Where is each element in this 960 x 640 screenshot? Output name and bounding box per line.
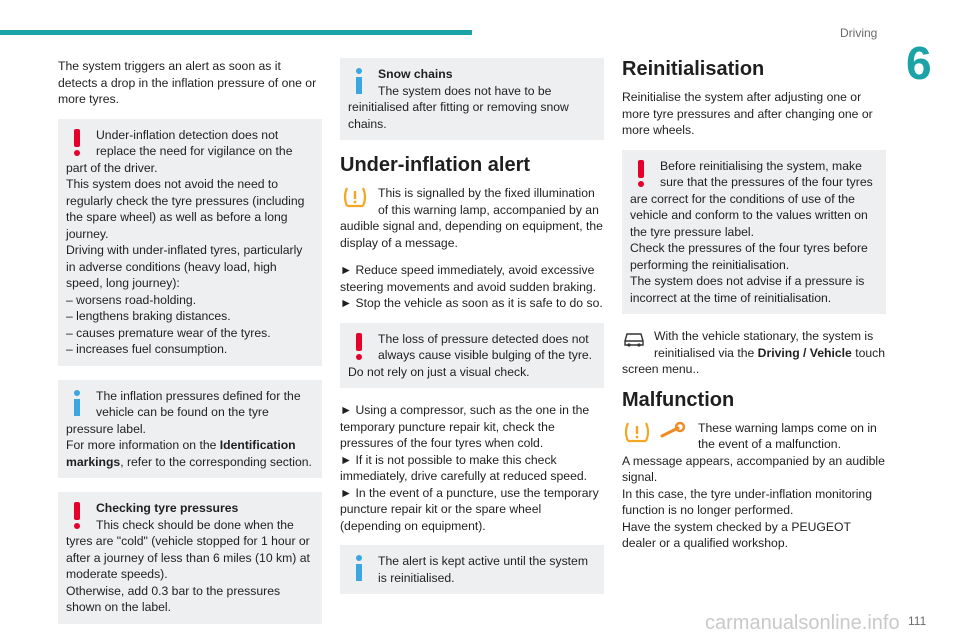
warning-line: This check should be done when the tyres are "cold" (vehicle stopped for 1 hour or after a journey of less than 6 miles (10 km) at moderate speeds). <box>66 517 310 581</box>
info-line: The system does not have to be reinitialised after fitting or removing snow chains. <box>348 83 569 131</box>
exclamation-icon <box>630 158 652 188</box>
menu-path: Driving / Vehicle <box>757 345 852 360</box>
warning-title: Checking tyre pressures <box>96 501 239 515</box>
info-box-snow-chains <box>340 58 604 140</box>
warning-box-reinitialisation <box>622 150 886 315</box>
warning-box-checking-pressures <box>58 492 322 624</box>
info-line: The alert is kept active until the system is reinitialised. <box>378 554 588 585</box>
car-icon <box>622 328 646 348</box>
column-1 <box>58 58 322 638</box>
column-3 <box>622 58 886 563</box>
instruction-step: ► Using a compressor, such as the one in the temporary puncture repair kit, check the pressures of the four tyres when cold. <box>340 403 590 450</box>
instruction-step: ► If it is not possible to make this check immediately, drive carefully at reduced speed. <box>340 452 588 483</box>
reinit-paragraph: Reinitialise the system after adjusting one or more tyre pressures and after changing one or more wheels. <box>622 90 873 137</box>
header-accent-bar <box>0 30 472 35</box>
warning-line: Otherwise, add 0.3 bar to the pressures shown on the label. <box>66 583 281 614</box>
column-2 <box>340 58 604 608</box>
instruction-step: ► Reduce speed immediately, avoid excessive steering movements and avoid sudden braking. <box>340 263 597 294</box>
warning-line: The system does not advise if a pressure is incorrect at the time of reinitialisation. <box>630 274 865 305</box>
section-heading: Reinitialisation <box>622 58 765 80</box>
malfunction-lamps <box>622 420 690 444</box>
warning-line: The loss of pressure detected does not always cause visible bulging of the tyre. <box>378 331 593 362</box>
warning-list-item: – increases fuel consumption. <box>66 342 228 356</box>
info-icon <box>348 553 370 583</box>
malfunction-text: A message appears, accompanied by an audible signal. <box>622 453 885 484</box>
warning-line: Do not rely on just a visual check. <box>348 364 530 379</box>
warning-list-item: – causes premature wear of the tyres. <box>66 325 271 340</box>
exclamation-icon <box>66 500 88 530</box>
warning-line: This system does not avoid the need to regularly check the tyre pressures (including the spare wheel) as well as before a long journey. <box>66 177 305 241</box>
info-icon <box>66 388 88 418</box>
exclamation-icon <box>348 331 370 361</box>
reinit-menu-paragraph: With the vehicle stationary, the system is reinitialised via the Driving / Vehicle touch screen menu.. <box>622 329 886 376</box>
tyre-warning-lamp-icon <box>340 185 370 209</box>
section-title: Driving <box>840 26 878 40</box>
info-title: Snow chains <box>378 67 453 81</box>
instruction-step: ► Stop the vehicle as soon as it is safe to do so. <box>340 296 603 310</box>
section-heading: Malfunction <box>622 388 735 411</box>
warning-line: Check the pressures of the four tyres before performing the reinitialisation. <box>630 241 868 272</box>
malfunction-text: In this case, the tyre under-inflation monitoring function is no longer performed. <box>622 486 872 517</box>
warning-line: Before reinitialising the system, make sure that the pressures of the four tyres are correct for the conditions of use of the vehicle and conform to the values written on the tyre pressure label. <box>630 158 873 239</box>
exclamation-icon <box>66 127 88 157</box>
section-heading: Under-inflation alert <box>340 154 531 176</box>
page-number: 111 <box>908 614 927 628</box>
intro-paragraph: The system triggers an alert as soon as it detects a drop in the inflation pressure of one or more tyres. <box>58 59 317 106</box>
watermark: carmanualsonline.info <box>705 612 900 634</box>
warning-line: Under-inflation detection does not replace the need for vigilance on the part of the driver. <box>66 127 293 175</box>
info-icon <box>348 66 370 96</box>
info-line: For more information on the Identification markings, refer to the corresponding section. <box>66 438 312 469</box>
cross-reference: Identification markings <box>66 438 296 469</box>
warning-line: Driving with under-inflated tyres, particularly in adverse conditions (heavy load, high speed, long journey): <box>66 243 303 290</box>
warning-list-item: – lengthens braking distances. <box>66 309 231 323</box>
info-box-alert-active <box>340 545 604 594</box>
malfunction-paragraph: These warning lamps come on in the event of a malfunction. <box>622 420 886 453</box>
warning-box-vigilance <box>58 119 322 366</box>
info-line: The inflation pressures defined for the vehicle can be found on the tyre pressure label. <box>66 388 301 436</box>
warning-list-item: – worsens road-holding. <box>66 292 197 307</box>
chapter-number: 6 <box>906 37 932 89</box>
malfunction-text: Have the system checked by a PEUGEOT dealer or a qualified workshop. <box>622 519 851 550</box>
warning-box-visual-check <box>340 323 604 389</box>
info-box-pressure-label <box>58 380 322 479</box>
alert-paragraph: This is signalled by the fixed illumination of this warning lamp, accompanied by an audible signal and, depending on equipment, the display of a message. <box>340 186 603 250</box>
instruction-step: ► In the event of a puncture, use the temporary puncture repair kit or the spare wheel (depending on equipment). <box>340 485 599 533</box>
